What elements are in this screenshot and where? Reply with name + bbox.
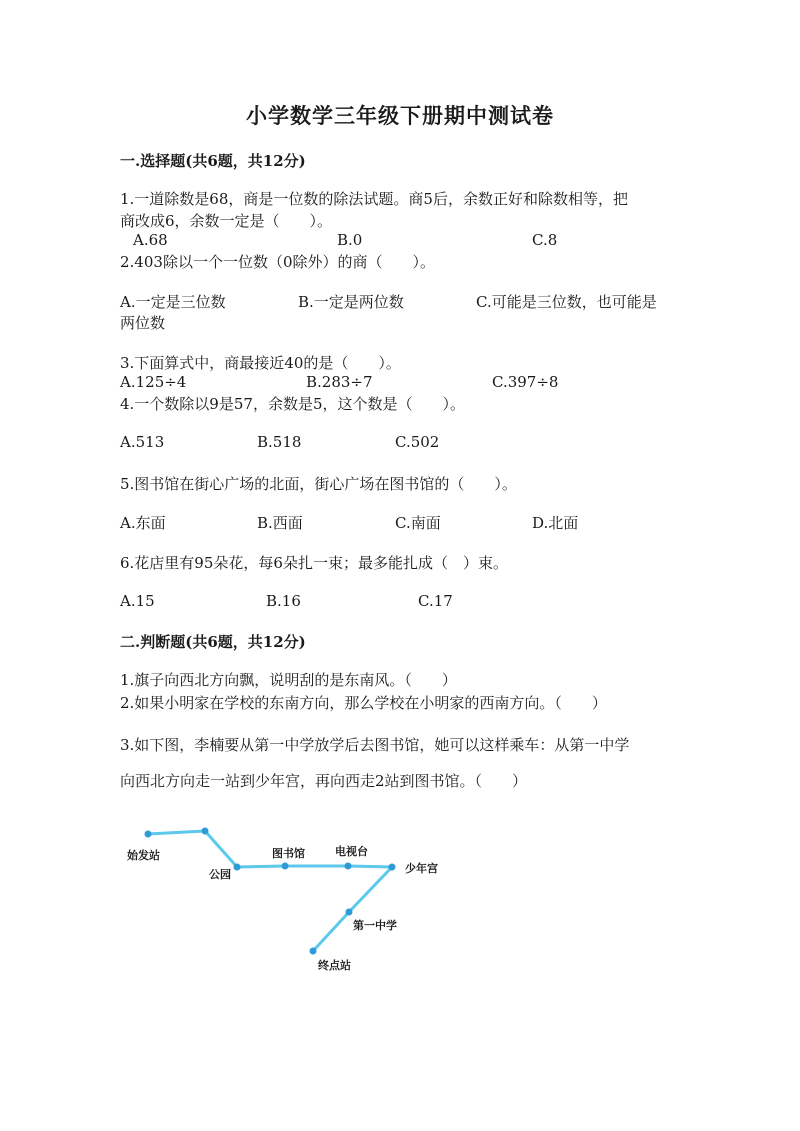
q6-line1: 6.花店里有95朵花，每6朵扎一束；最多能扎成（ ）束。 bbox=[120, 554, 508, 572]
q6-option-b[interactable]: B.16 bbox=[266, 592, 301, 610]
station-dot-end bbox=[310, 948, 317, 955]
q1-line2: 商改成6，余数一定是（ ）。 bbox=[120, 212, 333, 230]
q5-line1: 5.图书馆在街心广场的北面，街心广场在图书馆的（ ）。 bbox=[120, 475, 517, 493]
station-dot-library bbox=[282, 863, 289, 870]
station-label-youth-palace: 少年宫 bbox=[405, 862, 438, 875]
q3-option-b[interactable]: B.283÷7 bbox=[306, 373, 373, 391]
q3-option-a[interactable]: A.125÷4 bbox=[120, 373, 187, 391]
q3-option-c[interactable]: C.397÷8 bbox=[492, 373, 559, 391]
q5-option-b[interactable]: B.西面 bbox=[257, 514, 303, 532]
q6-option-c[interactable]: C.17 bbox=[418, 592, 453, 610]
section2-heading: 二.判断题(共6题，共12分) bbox=[120, 633, 306, 651]
station-label-tv: 电视台 bbox=[335, 845, 368, 858]
station-dot-first-school bbox=[346, 909, 353, 916]
q4-line1: 4.一个数除以9是57，余数是5，这个数是（ ）。 bbox=[120, 395, 465, 413]
q6-option-a[interactable]: A.15 bbox=[120, 592, 155, 610]
q4-option-b[interactable]: B.518 bbox=[257, 433, 302, 451]
q1-option-a[interactable]: A.68 bbox=[133, 231, 168, 249]
q1-option-c[interactable]: C.8 bbox=[532, 231, 558, 249]
judge-q2: 2.如果小明家在学校的东南方向，那么学校在小明家的西南方向。（ ） bbox=[120, 694, 607, 712]
station-label-end: 终点站 bbox=[318, 959, 351, 972]
q3-line1: 3.下面算式中，商最接近40的是（ ）。 bbox=[120, 354, 401, 372]
station-dot-start bbox=[145, 831, 152, 838]
judge-q1: 1.旗子向西北方向飘，说明刮的是东南风。（ ） bbox=[120, 671, 457, 689]
station-label-first-school: 第一中学 bbox=[353, 919, 397, 932]
station-dot-tv bbox=[345, 863, 352, 870]
q4-option-a[interactable]: A.513 bbox=[120, 433, 165, 451]
route-line-lower bbox=[313, 867, 392, 951]
q5-option-a[interactable]: A.东面 bbox=[120, 514, 166, 532]
q1-option-b[interactable]: B.0 bbox=[337, 231, 363, 249]
section1-heading: 一.选择题(共6题，共12分) bbox=[120, 152, 306, 170]
station-dot-park bbox=[234, 864, 241, 871]
station-dot-turn bbox=[202, 828, 209, 835]
q4-option-c[interactable]: C.502 bbox=[395, 433, 440, 451]
q2-option-a[interactable]: A.一定是三位数 bbox=[120, 293, 226, 311]
station-label-library: 图书馆 bbox=[272, 847, 305, 860]
q5-option-c[interactable]: C.南面 bbox=[395, 514, 441, 532]
page-title: 小学数学三年级下册期中测试卷 bbox=[246, 103, 554, 128]
q5-option-d[interactable]: D.北面 bbox=[532, 514, 579, 532]
q1-line1: 1.一道除数是68，商是一位数的除法试题。商5后，余数正好和除数相等，把 bbox=[120, 190, 628, 208]
station-dot-youth-palace bbox=[389, 864, 396, 871]
judge-q3-line2: 向西北方向走一站到少年宫，再向西走2站到图书馆。（ ） bbox=[120, 772, 528, 790]
q2-line1: 2.403除以一个一位数（0除外）的商（ ）。 bbox=[120, 253, 435, 271]
judge-q3-line1: 3.如下图，李楠要从第一中学放学后去图书馆，她可以这样乘车：从第一中学 bbox=[120, 736, 630, 754]
q2-option-c[interactable]: C.可能是三位数，也可能是 bbox=[476, 293, 657, 311]
q2-option-b[interactable]: B.一定是两位数 bbox=[298, 293, 404, 311]
q2-option-c-continued: 两位数 bbox=[120, 314, 166, 332]
station-label-park: 公园 bbox=[209, 868, 231, 881]
station-label-start: 始发站 bbox=[127, 849, 160, 862]
